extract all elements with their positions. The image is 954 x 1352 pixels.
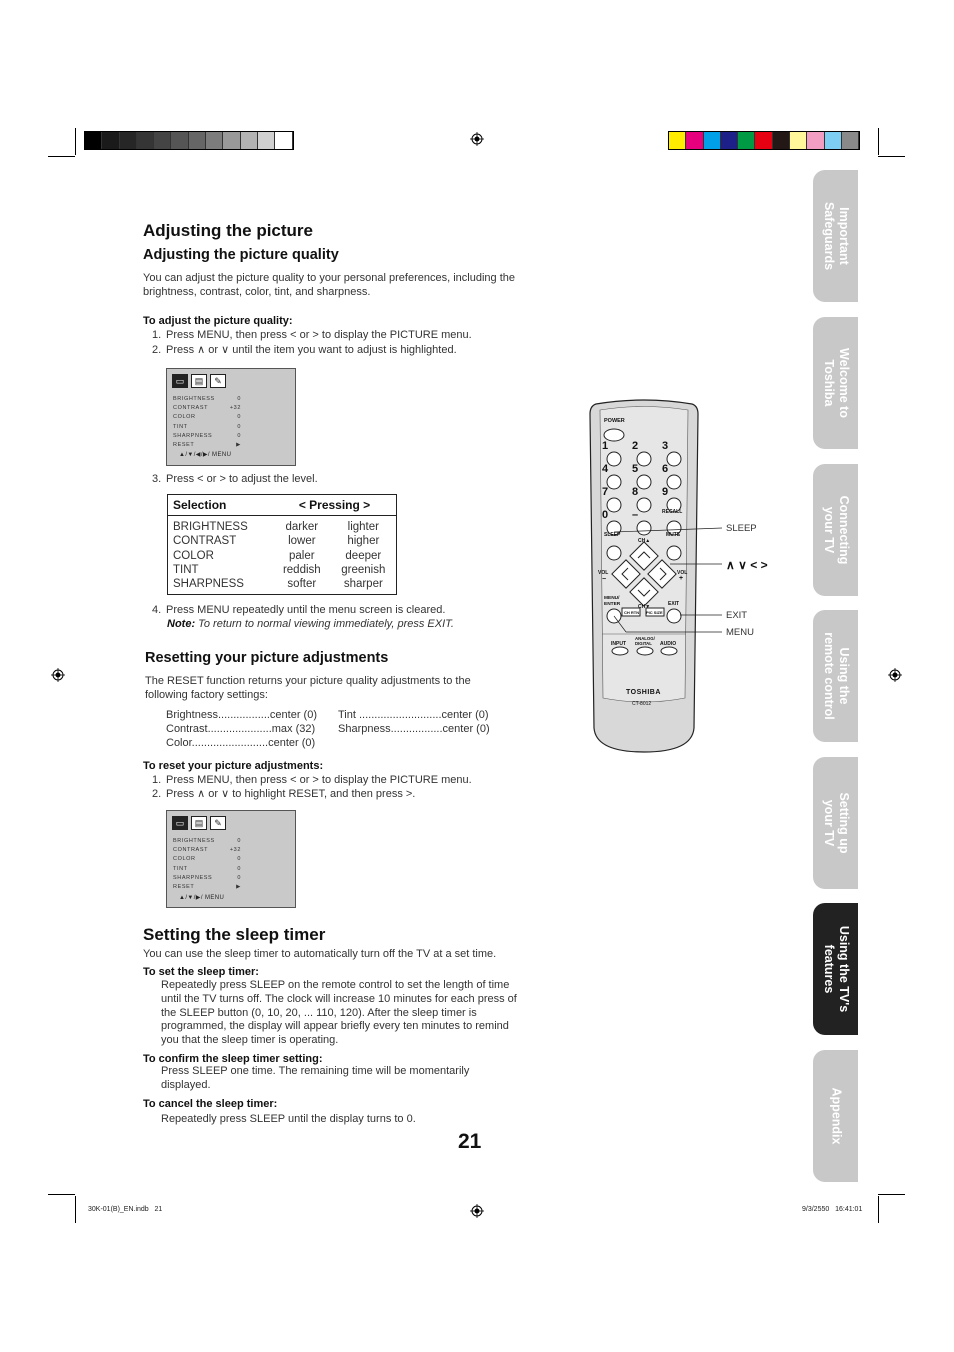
digit-label: 2 — [632, 440, 639, 452]
menu-nav-hint: ▲/▼/▶/ MENU — [179, 895, 225, 901]
crop-mark — [878, 128, 879, 155]
menu-row-value: 0 — [237, 865, 241, 872]
table-cell: deeper — [345, 549, 382, 562]
brand-logo: TOSHIBA — [626, 689, 661, 696]
crop-mark — [878, 156, 905, 157]
calibration-swatch — [669, 132, 686, 149]
menu-row-label: SHARPNESS — [173, 874, 213, 881]
recall-label: RECALL — [662, 509, 683, 515]
table-cell: lighter — [347, 521, 379, 533]
adjust-step-2: 2. Press ∧ or ∨ until the item you want to adjust is highlighted. — [152, 344, 457, 356]
registration-mark-icon — [51, 668, 65, 682]
table-row — [168, 549, 396, 563]
reset-menu-screen — [166, 810, 296, 908]
section-title: Adjusting the picture — [143, 221, 313, 240]
chapter-tab[interactable] — [813, 757, 858, 889]
setup-menu-icon: ▤ — [191, 816, 207, 830]
table-cell: paler — [289, 549, 315, 562]
calibration-swatch — [721, 132, 738, 149]
footer-file: 30K-01(B)_EN.indb 21 — [88, 1206, 163, 1213]
model-number: CT-8012 — [632, 701, 652, 707]
input-label: INPUT — [611, 641, 626, 647]
menu-row — [173, 884, 241, 890]
crop-mark — [48, 1194, 75, 1195]
digit-label: 6 — [662, 463, 669, 475]
sleep-set-text: Repeatedly press SLEEP on the remote control to set the length of time until the TV turns off. The clock will increase 10 minutes for each press of the SLEEP button (0, 10, 20, ... 110, 120). After the sleep timer is programmed, the display will appear briefly every ten minutes to remind you that the sleep timer is operating. — [161, 979, 517, 1047]
crop-mark — [878, 1194, 905, 1195]
setup-menu-icon: ▤ — [191, 374, 207, 388]
pic-size-label: PIC SIZE — [646, 610, 663, 615]
menu-icons — [172, 374, 226, 388]
menu-row — [173, 433, 241, 439]
menu-row-value: +32 — [229, 847, 241, 854]
digit-label: 1 — [602, 440, 609, 452]
callout-sleep: SLEEP — [726, 523, 757, 534]
table-cell: higher — [347, 535, 380, 548]
menu-row — [173, 847, 241, 853]
sleep-intro: You can use the sleep timer to automatically turn off the TV at a set time. — [143, 948, 497, 960]
menu-row-value: 0 — [237, 396, 241, 402]
menu-row — [173, 405, 241, 411]
registration-mark-icon — [888, 668, 902, 682]
calibration-swatch — [755, 132, 772, 149]
menu-icons — [172, 816, 226, 830]
menu-row-value: ▶ — [236, 884, 241, 890]
menu-nav-hint: ▲/▼/◀/▶/ MENU — [179, 452, 232, 458]
factory-setting: Color.........................center (0) — [166, 737, 316, 749]
menu-row-label: TINT — [173, 423, 188, 430]
vol-minus-sign: − — [602, 576, 607, 583]
registration-mark-icon — [470, 132, 484, 146]
chapter-tab-label: Setting up your TV — [821, 792, 851, 854]
menu-row-label: BRIGHTNESS — [173, 396, 215, 402]
calibration-swatch — [258, 132, 275, 149]
reset-intro: The RESET function returns your picture quality adjustments to the following factory settings: — [145, 675, 471, 701]
sleep-cancel-heading: To cancel the sleep timer: — [143, 1098, 278, 1110]
menu-row-label: TINT — [173, 865, 188, 872]
menu-row — [173, 838, 241, 844]
calibration-swatch — [773, 132, 790, 149]
menu-row — [173, 856, 241, 862]
crop-mark — [75, 1196, 76, 1223]
menu-row-value: 0 — [237, 838, 241, 844]
menu-row-label: RESET — [173, 442, 195, 448]
intro-text: You can adjust the picture quality to your personal preferences, including the brightness, contrast, color, tint, and sharpness. — [143, 272, 515, 298]
footer-date: 9/3/2550 16:41:01 — [802, 1206, 863, 1213]
adjust-step-1: 1. Press MENU, then press < or > to display the PICTURE menu. — [152, 329, 472, 341]
calibration-swatch — [686, 132, 703, 149]
menu-row — [173, 414, 241, 420]
reset-heading: To reset your picture adjustments: — [143, 760, 324, 772]
menu-row-value: 0 — [237, 432, 241, 439]
digit-label: 5 — [632, 463, 639, 475]
calibration-swatch — [120, 132, 137, 149]
chapter-tab[interactable] — [813, 170, 858, 302]
digit-label: 3 — [662, 440, 669, 452]
calibration-swatch — [189, 132, 206, 149]
chapter-tab[interactable] — [813, 1050, 858, 1182]
menu-row-value: 0 — [237, 856, 241, 863]
vol-plus-label: VOL — [677, 570, 688, 576]
table-row — [168, 563, 396, 577]
page-number: 21 — [458, 1130, 482, 1153]
gray-calibration-bar — [84, 131, 294, 150]
menu-row — [173, 396, 241, 402]
table-cell: CONTRAST — [173, 535, 237, 548]
vol-minus-label: VOL — [598, 570, 609, 576]
picture-menu-icon: ▭ — [172, 816, 188, 830]
ch-plus-label: CH▲ — [638, 538, 651, 544]
calibration-swatch — [807, 132, 824, 149]
menu-row-label: CONTRAST — [173, 847, 209, 854]
digit-label: 8 — [632, 486, 639, 498]
features-menu-icon: ✎ — [210, 816, 226, 830]
ch-rtn-label: CH RTN — [624, 610, 640, 615]
digit-label: – — [632, 509, 639, 521]
menu-row-label: COLOR — [173, 856, 196, 863]
table-cell: softer — [287, 578, 317, 591]
adjust-step-3: 3. Press < or > to adjust the level. — [152, 473, 318, 485]
factory-setting: Brightness.................center (0) — [166, 709, 317, 721]
selection-table — [168, 495, 396, 591]
crop-mark — [48, 156, 75, 157]
chapter-tab-label: Appendix — [829, 1087, 843, 1145]
digit-label: 9 — [662, 486, 669, 498]
table-cell: SHARPNESS — [173, 578, 244, 591]
adjust-step-4: 4. Press MENU repeatedly until the menu screen is cleared. — [152, 604, 446, 616]
table-cell: lower — [288, 535, 316, 548]
calibration-swatch — [241, 132, 258, 149]
menu-row-label: SHARPNESS — [173, 432, 213, 439]
calibration-swatch — [223, 132, 240, 149]
menu-row-value: 0 — [237, 423, 241, 430]
factory-setting: Tint ...........................center (0) — [338, 709, 489, 721]
callout-menu: MENU — [726, 627, 754, 638]
adjust-heading: To adjust the picture quality: — [143, 315, 293, 327]
callout-arrows: ∧ ∨ < > — [726, 558, 768, 572]
calibration-swatch — [102, 132, 119, 149]
table-cell: darker — [285, 521, 319, 533]
factory-settings-left — [166, 708, 317, 750]
menu-row-label: CONTRAST — [173, 405, 209, 412]
sleep-title: Setting the sleep timer — [143, 925, 326, 944]
picture-menu-screen — [166, 368, 296, 466]
menu-row — [173, 442, 241, 448]
calibration-swatch — [171, 132, 188, 149]
color-calibration-bar — [668, 131, 860, 150]
calibration-swatch — [137, 132, 154, 149]
calibration-swatch — [790, 132, 807, 149]
calibration-swatch — [85, 132, 102, 149]
table-header-pressing: < Pressing > — [273, 495, 396, 516]
analog-digital-label: ANALOG/ DIGITAL — [635, 636, 655, 646]
ch-minus-label: CH▼ — [638, 604, 651, 610]
sleep-cancel-text: Repeatedly press SLEEP until the display turns to 0. — [161, 1113, 416, 1125]
factory-settings-right — [338, 708, 490, 736]
menu-row-label: BRIGHTNESS — [173, 838, 215, 844]
sub-title: Adjusting the picture quality — [143, 247, 339, 263]
menu-row-label: RESET — [173, 884, 195, 890]
table-cell: TINT — [173, 563, 199, 576]
callout-exit: EXIT — [726, 610, 748, 621]
crop-mark — [75, 128, 76, 155]
crop-mark — [878, 1196, 879, 1223]
chapter-tab[interactable] — [813, 317, 858, 449]
calibration-swatch — [842, 132, 859, 149]
adjust-note: Note: To return to normal viewing immediately, press EXIT. — [167, 618, 454, 630]
factory-setting: Contrast.....................max (32) — [166, 723, 316, 735]
picture-menu-icon: ▭ — [172, 374, 188, 388]
sleep-confirm-text: Press SLEEP one time. The remaining time will be momentarily displayed. — [161, 1065, 470, 1091]
factory-setting: Sharpness.................center (0) — [338, 723, 490, 735]
reset-step-2: 2. Press ∧ or ∨ to highlight RESET, and then press >. — [152, 788, 416, 800]
calibration-swatch — [154, 132, 171, 149]
menu-row — [173, 424, 241, 430]
vol-plus-sign: + — [679, 575, 684, 582]
callout-lines — [610, 520, 725, 640]
calibration-swatch — [704, 132, 721, 149]
calibration-swatch — [206, 132, 223, 149]
chapter-tab-label: Important Safeguards — [821, 201, 851, 271]
table-cell: greenish — [341, 563, 386, 576]
chapter-tab[interactable] — [813, 903, 858, 1035]
table-cell: sharper — [343, 578, 383, 591]
menu-row — [173, 866, 241, 872]
chapter-tab-label: Welcome to Toshiba — [821, 348, 851, 418]
chapter-tab-label: Connecting your TV — [821, 495, 851, 565]
exit-label-remote: EXIT — [668, 601, 680, 607]
table-row — [168, 534, 396, 548]
menu-row-value: +32 — [229, 405, 241, 412]
calibration-swatch — [738, 132, 755, 149]
menu-row-value: ▶ — [236, 442, 241, 448]
sleep-set-heading: To set the sleep timer: — [143, 966, 259, 978]
table-cell: COLOR — [173, 549, 214, 562]
menu-row-label: COLOR — [173, 414, 196, 421]
registration-mark-icon — [470, 1204, 484, 1218]
sleep-confirm-heading: To confirm the sleep timer setting: — [143, 1053, 323, 1065]
table-cell: BRIGHTNESS — [173, 521, 248, 533]
menu-row — [173, 875, 241, 881]
power-label: POWER — [604, 418, 625, 424]
reset-title: Resetting your picture adjustments — [145, 650, 389, 666]
table-row — [168, 577, 396, 591]
menu-enter-label: MENU/ ENTER — [604, 596, 621, 607]
table-row — [168, 520, 396, 534]
calibration-swatch — [825, 132, 842, 149]
calibration-swatch — [275, 132, 292, 149]
table-cell: reddish — [282, 563, 321, 576]
mute-label: MUTE — [666, 532, 681, 538]
digit-label: 4 — [602, 463, 609, 475]
digit-label: 0 — [602, 509, 609, 521]
chapter-tab-label: Using the remote control — [821, 632, 851, 720]
sleep-label: SLEEP — [604, 532, 621, 538]
chapter-tab[interactable] — [813, 464, 858, 596]
menu-row-value: 0 — [237, 874, 241, 881]
chapter-tab[interactable] — [813, 610, 858, 742]
audio-label: AUDIO — [660, 641, 677, 647]
menu-row-value: 0 — [237, 414, 241, 421]
digit-label: 7 — [602, 486, 609, 498]
table-header-selection: Selection — [168, 495, 273, 516]
features-menu-icon: ✎ — [210, 374, 226, 388]
reset-step-1: 1. Press MENU, then press < or > to display the PICTURE menu. — [152, 774, 472, 786]
chapter-tab-label: Using the TV's features — [821, 925, 851, 1013]
